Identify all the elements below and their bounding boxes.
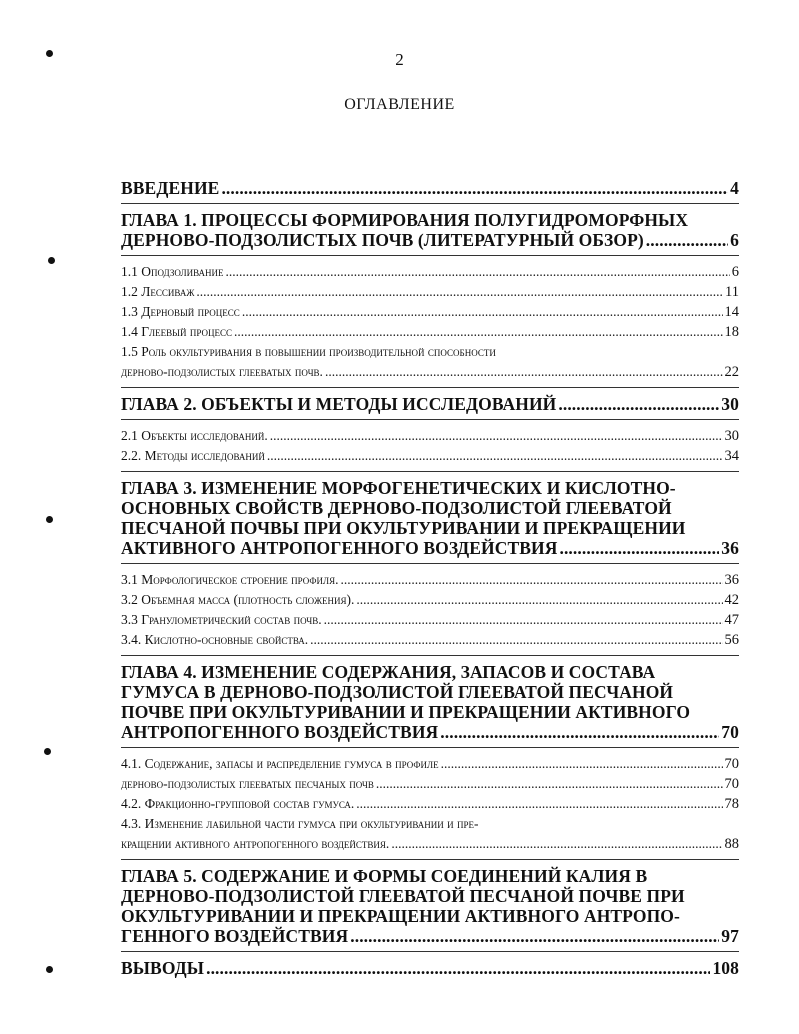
toc-entry-text-line: АНТРОПОГЕННОГО ВОЗДЕЙСТВИЯ	[121, 722, 439, 742]
dot-leader	[206, 958, 710, 978]
toc-entry-text-line: ПЕСЧАНОЙ ПОЧВЫ ПРИ ОКУЛЬТУРИВАНИИ И ПРЕКРАЩЕНИИ	[121, 518, 686, 538]
toc-entry-text-line: дерново-подзолистых глееватых песчаных почв	[121, 776, 374, 791]
dot-leader	[324, 610, 723, 630]
margin-mark-dot	[48, 257, 55, 264]
toc-section-entry	[121, 262, 739, 282]
page-number: 2	[395, 50, 404, 69]
toc-entry-text-line: ГЕННОГО ВОЗДЕЙСТВИЯ	[121, 926, 349, 946]
dot-leader	[558, 394, 719, 414]
toc-page-number: 70	[721, 722, 739, 742]
toc-section-entry	[121, 302, 739, 322]
toc-entry-text-line: 3.4. Кислотно-основные свойства.	[121, 632, 309, 647]
toc-divider	[121, 471, 739, 472]
margin-mark-dot	[46, 966, 53, 973]
toc-section-entry	[121, 630, 739, 650]
page-title: ОГЛАВЛЕНИЕ	[344, 96, 455, 113]
toc-section-entry	[121, 446, 739, 466]
dot-leader	[559, 538, 719, 558]
toc-page-number: 70	[724, 776, 739, 792]
toc-entry-text-line: ОКУЛЬТУРИВАНИИ И ПРЕКРАЩЕНИИ АКТИВНОГО АНТРОПО-	[121, 906, 680, 926]
toc-page-number: 18	[724, 324, 739, 340]
toc-divider	[121, 387, 739, 388]
toc-entry-text-line: ПОЧВЕ ПРИ ОКУЛЬТУРИВАНИИ И ПРЕКРАЩЕНИИ АКТИВНОГО	[121, 702, 691, 722]
toc-entry-text-line: ОСНОВНЫХ СВОЙСТВ ДЕРНОВО-ПОДЗОЛИСТОЙ ГЛЕЕВАТОЙ	[121, 498, 672, 518]
toc-entry-row	[121, 570, 739, 590]
toc-entry-row	[121, 394, 739, 414]
dot-leader	[391, 834, 722, 854]
dot-leader	[196, 282, 723, 302]
toc-entry-row	[121, 282, 739, 302]
toc-page-number: 88	[724, 836, 739, 852]
toc-entry-text-line: 1.5 Роль окультуривания в повышении производительной способности	[121, 344, 496, 359]
toc-entry-row	[121, 630, 739, 650]
toc-divider	[121, 203, 739, 204]
toc-page-number: 97	[721, 926, 739, 946]
toc-divider	[121, 859, 739, 860]
toc-section-entry	[121, 426, 739, 446]
toc-page-number: 42	[724, 592, 739, 608]
toc-entry-text-line: 1.4 Глеевый процесс	[121, 324, 232, 339]
toc-entry-text-line: 4.1. Содержание, запасы и распределение гумуса в профиле	[121, 756, 439, 771]
toc-section-entry	[121, 570, 739, 590]
toc-section-entry	[121, 774, 739, 794]
dot-leader	[242, 302, 723, 322]
toc-section-entry	[121, 610, 739, 630]
toc-page-number: 36	[721, 538, 739, 558]
toc-section-entry	[121, 814, 739, 854]
toc-page-number: 22	[724, 364, 739, 380]
dot-leader	[270, 426, 723, 446]
toc-entry-text-line: ВЫВОДЫ	[121, 958, 205, 978]
toc-entry-row	[121, 362, 739, 382]
toc-page-number: 30	[721, 394, 739, 414]
toc-entry-text-line: ГУМУСА В ДЕРНОВО-ПОДЗОЛИСТОЙ ГЛЕЕВАТОЙ ПЕСЧАНОЙ	[121, 682, 674, 702]
dot-leader	[310, 630, 722, 650]
toc-divider	[121, 951, 739, 952]
toc-divider	[121, 255, 739, 256]
toc-entry-text-line: ГЛАВА 1. ПРОЦЕССЫ ФОРМИРОВАНИЯ ПОЛУГИДРОМОРФНЫХ	[121, 210, 689, 230]
toc-chapter-entry	[121, 866, 739, 946]
toc-entry-text-line: кращении активного антропогенного воздействия.	[121, 836, 390, 851]
dot-leader	[221, 178, 728, 198]
margin-mark-dot	[44, 748, 51, 755]
toc-divider	[121, 747, 739, 748]
table-of-contents	[121, 178, 739, 978]
toc-entry-text-line: 1.2 Лессиваж	[121, 284, 195, 299]
toc-entry-row	[121, 590, 739, 610]
toc-page-number: 30	[724, 428, 739, 444]
toc-page-number: 70	[724, 756, 739, 772]
dot-leader	[340, 570, 722, 590]
toc-chapter-entry	[121, 478, 739, 558]
toc-entry-row	[121, 262, 739, 282]
toc-entry-row	[121, 958, 739, 978]
toc-page-number: 47	[724, 612, 739, 628]
dot-leader	[646, 230, 728, 250]
toc-divider	[121, 563, 739, 564]
toc-section-entry	[121, 322, 739, 342]
toc-chapter-entry	[121, 178, 739, 198]
toc-page-number: 11	[725, 284, 739, 300]
toc-entry-row	[121, 322, 739, 342]
toc-page-number: 108	[712, 958, 739, 978]
toc-entry-text-line: 3.3 Гранулометрический состав почв.	[121, 612, 322, 627]
toc-entry-row	[121, 610, 739, 630]
toc-entry-text-line: ГЛАВА 2. ОБЪЕКТЫ И МЕТОДЫ ИССЛЕДОВАНИЙ	[121, 394, 557, 414]
toc-page-number: 14	[724, 304, 739, 320]
margin-mark-dot	[46, 516, 53, 523]
toc-section-entry	[121, 590, 739, 610]
toc-entry-text-line: 2.1 Объекты исследований.	[121, 428, 268, 443]
toc-entry-text-line: ДЕРНОВО-ПОДЗОЛИСТОЙ ГЛЕЕВАТОЙ ПЕСЧАНОЙ ПОЧВЕ ПРИ	[121, 886, 685, 906]
toc-page-number: 34	[724, 448, 739, 464]
dot-leader	[440, 722, 719, 742]
dot-leader	[356, 794, 722, 814]
toc-page-number: 6	[731, 264, 739, 280]
toc-divider	[121, 419, 739, 420]
dot-leader	[267, 446, 723, 466]
toc-entry-text-line: АКТИВНОГО АНТРОПОГЕННОГО ВОЗДЕЙСТВИЯ	[121, 538, 558, 558]
toc-entry-text-line: 3.1 Морфологическое строение профиля.	[121, 572, 339, 587]
toc-section-entry	[121, 282, 739, 302]
toc-section-entry	[121, 754, 739, 774]
toc-chapter-entry	[121, 394, 739, 414]
dot-leader	[226, 262, 730, 282]
dot-leader	[376, 774, 723, 794]
dot-leader	[441, 754, 723, 774]
toc-entry-row	[121, 302, 739, 322]
toc-entry-text-line: ГЛАВА 4. ИЗМЕНЕНИЕ СОДЕРЖАНИЯ, ЗАПАСОВ И СОСТАВА	[121, 662, 656, 682]
toc-page-number: 4	[730, 178, 739, 198]
toc-entry-text-line: дерново-подзолистых глееватых почв.	[121, 364, 323, 379]
toc-entry-row	[121, 834, 739, 854]
toc-entry-text-line: 1.3 Дерновый процесс	[121, 304, 240, 319]
toc-entry-row	[121, 178, 739, 198]
toc-section-entry	[121, 794, 739, 814]
toc-entry-row	[121, 426, 739, 446]
toc-chapter-entry	[121, 662, 739, 742]
toc-page-number: 56	[724, 632, 739, 648]
toc-entry-text-line: 3.2 Объемная масса (плотность сложения).	[121, 592, 355, 607]
toc-entry-text-line: 2.2. Методы исследований	[121, 448, 265, 463]
toc-entry-row	[121, 230, 739, 250]
toc-entry-row	[121, 774, 739, 794]
toc-entry-text-line: ДЕРНОВО-ПОДЗОЛИСТЫХ ПОЧВ (ЛИТЕРАТУРНЫЙ ОБЗОР)	[121, 230, 644, 250]
toc-entry-text-line: ГЛАВА 3. ИЗМЕНЕНИЕ МОРФОГЕНЕТИЧЕСКИХ И КИСЛОТНО-	[121, 478, 676, 498]
toc-entry-row	[121, 538, 739, 558]
toc-entry-row	[121, 926, 739, 946]
toc-entry-row	[121, 722, 739, 742]
dot-leader	[356, 590, 722, 610]
toc-divider	[121, 655, 739, 656]
toc-chapter-entry	[121, 210, 739, 250]
toc-chapter-entry	[121, 958, 739, 978]
toc-entry-row	[121, 446, 739, 466]
margin-mark-dot	[46, 50, 53, 57]
dot-leader	[234, 322, 723, 342]
toc-entry-text-line: ГЛАВА 5. СОДЕРЖАНИЕ И ФОРМЫ СОЕДИНЕНИЙ КАЛИЯ В	[121, 866, 648, 886]
toc-page-number: 36	[724, 572, 739, 588]
toc-entry-row	[121, 794, 739, 814]
toc-page-number: 78	[724, 796, 739, 812]
toc-entry-text-line: 4.2. Фракционно-групповой состав гумуса.	[121, 796, 355, 811]
toc-section-entry	[121, 342, 739, 382]
toc-entry-text-line: ВВЕДЕНИЕ	[121, 178, 220, 198]
toc-entry-text-line: 1.1 Оподзоливание	[121, 264, 224, 279]
dot-leader	[350, 926, 719, 946]
toc-entry-text-line: 4.3. Изменение лабильной части гумуса при окультуривании и пре-	[121, 816, 479, 831]
dot-leader	[325, 362, 723, 382]
toc-entry-row	[121, 754, 739, 774]
toc-page-number: 6	[730, 230, 739, 250]
